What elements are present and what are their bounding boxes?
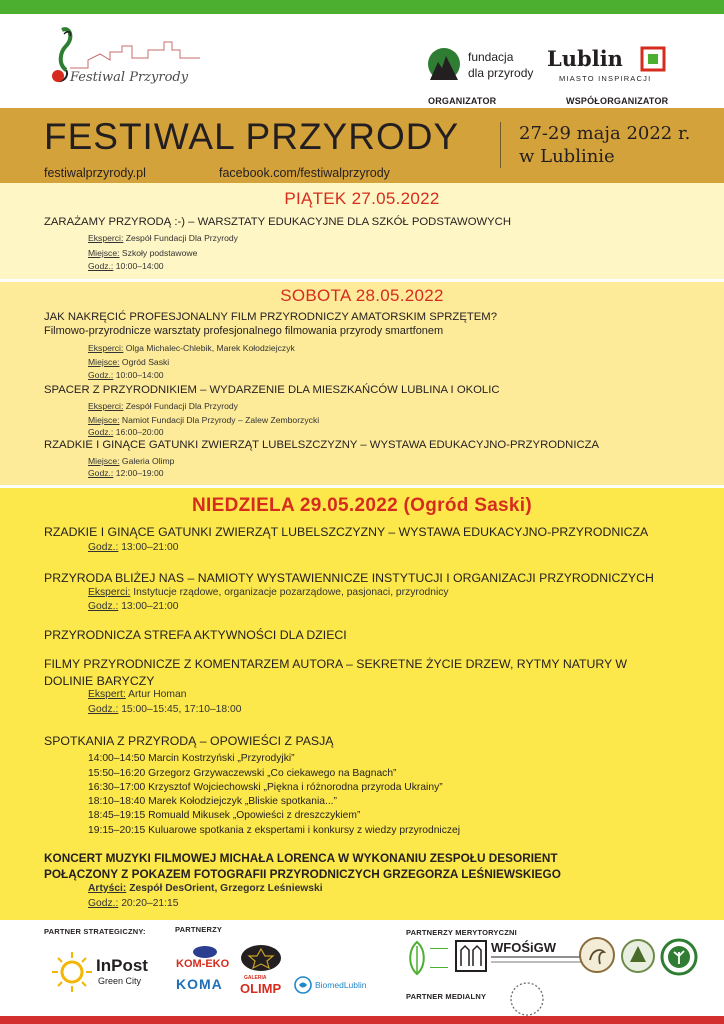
event-title: FILMY PRZYRODNICZE Z KOMENTARZEM AUTORA – SEKRETNE ŻYCIE DRZEW, RYTMY NATURY W (44, 657, 628, 671)
event-title: SPACER Z PRZYRODNIKIEM – WYDARZENIE DLA MIESZKAŃCÓW LUBLINA I OKOLIC (44, 384, 500, 396)
bottom-red-bar (0, 1016, 724, 1024)
day-section-friday (0, 183, 724, 279)
day-title: SOBOTA 28.05.2022 (280, 286, 444, 305)
organizer-name-line1: fundacja (468, 50, 514, 64)
lublin-wordmark: Lublin (547, 46, 623, 71)
tree-seal-icon (660, 938, 698, 976)
biomed-logo (294, 976, 374, 996)
organizer-logo (424, 46, 544, 90)
organizer-name-line2: dla przyrody (468, 66, 534, 80)
event-detail: Godz.: 10:00–14:00 (88, 261, 164, 271)
event-detail: Godz.: 16:00–20:00 (88, 427, 164, 437)
festival-logo (40, 24, 215, 92)
festival-logo-text: Festiwal Przyrody (70, 70, 189, 85)
coorganizer-role-label: WSPÓŁORGANIZATOR (566, 96, 669, 106)
biomed-icon (294, 976, 312, 994)
inpost-logo (50, 948, 160, 996)
lublin-tagline: MIASTO INSPIRACJI (559, 74, 652, 83)
event-detail: Godz.: 10:00–14:00 (88, 370, 164, 380)
event-detail: Godz.: 12:00–19:00 (88, 468, 164, 478)
event-title: PRZYRODNICZA STREFA AKTYWNOŚCI DLA DZIECI (44, 628, 347, 642)
event-title: JAK NAKRĘCIĆ PROFESJONALNY FILM PRZYRODNICZY AMATORSKIM SPRZĘTEM? (44, 311, 497, 323)
biomed-name: BiomedLublin (315, 980, 367, 990)
koma-name: KOMA (176, 976, 223, 992)
day-title: NIEDZIELA 29.05.2022 (Ogród Saski) (192, 495, 532, 516)
event-detail: Miejsce: Galeria Olimp (88, 456, 175, 466)
leaf-partner-text (430, 948, 448, 968)
event-title-line2: DOLINIE BARYCZY (44, 674, 155, 688)
event-detail: Miejsce: Ogród Saski (88, 357, 170, 367)
olimp-name: OLIMP (240, 981, 282, 996)
coorganizer-logo (545, 44, 680, 90)
media-partner-label: PARTNER MEDIALNY (406, 992, 487, 1001)
partners-label: PARTNERZY (175, 925, 223, 934)
event-detail: Eksperci: Instytucje rządowe, organizacje pozarządowe, pasjonaci, przyrodnicy (88, 587, 449, 598)
komeko-name: KOM-EKO (176, 958, 230, 970)
inpost-name: InPost (96, 956, 148, 975)
wfosigw-logo (455, 940, 595, 976)
bird-seal-icon (578, 936, 616, 974)
event-title: PRZYRODA BLIŻEJ NAS – NAMIOTY WYSTAWIENNICZE INSTYTUCJI I ORGANIZACJI PRZYRODNICZYCH (44, 571, 654, 585)
date-line-2: w Lublinie (519, 146, 615, 167)
festival-date (519, 122, 690, 168)
festival-banner (0, 108, 724, 183)
forest-partner-logo (620, 938, 656, 974)
media-partner-logo (506, 980, 548, 1018)
event-detail: Miejsce: Namiot Fundacji Dla Przyrody – Zalew Zemborzycki (88, 415, 320, 425)
event-detail: Eksperci: Zespół Fundacji Dla Przyrody (88, 233, 238, 243)
banner-divider (500, 122, 501, 168)
program-item: 18:45–19:15 Romuald Mikusek „Opowieści z dreszczykiem” (88, 810, 361, 821)
facebook-link[interactable]: facebook.com/festiwalprzyrody (219, 166, 390, 180)
strategic-partner-label: PARTNER STRATEGICZNY: (44, 927, 146, 936)
wfosigw-name: WFOŚiGW (491, 940, 556, 955)
leaf-icon (406, 940, 428, 976)
inpost-subtitle: Green City (98, 976, 142, 986)
event-title: SPOTKANIA Z PRZYRODĄ – OPOWIEŚCI Z PASJĄ (44, 734, 334, 748)
program-item: 19:15–20:15 Kuluarowe spotkania z ekspertami i konkursy z wiedzy przyrodniczej (88, 825, 461, 836)
galeria-olimp-logo (240, 975, 290, 999)
day-section-saturday (0, 279, 724, 485)
event-detail: Eksperci: Zespół Fundacji Dla Przyrody (88, 401, 238, 411)
event-title: RZADKIE I GINĄCE GATUNKI ZWIERZĄT LUBELSZCZYZNY – WYSTAWA EDUKACYJNO-PRZYRODNICZA (44, 439, 600, 451)
event-title: RZADKIE I GINĄCE GATUNKI ZWIERZĄT LUBELSZCZYZNY – WYSTAWA EDUKACYJNO-PRZYRODNICZA (44, 525, 649, 539)
event-detail: Godz.: 13:00–21:00 (88, 542, 179, 553)
program-item: 16:30–17:00 Krzysztof Wojciechowski „Piękna i różnorodna przyroda Ukrainy” (88, 782, 443, 793)
green-partner-logo (660, 938, 700, 976)
fundacja-wolf-icon (424, 46, 464, 88)
day-section-sunday (0, 485, 724, 920)
event-detail: Eksperci: Olga Michalec-Chlebik, Marek Kołodziejczyk (88, 343, 295, 353)
page-title: FESTIWAL PRZYRODY (44, 116, 460, 157)
event-detail: Godz.: 15:00–15:45, 17:10–18:00 (88, 704, 242, 715)
media-seal-icon (506, 980, 548, 1018)
gc-badge-icon (240, 944, 282, 972)
event-title: ZARAŻAMY PRZYRODĄ :-) – WARSZTATY EDUKACYJNE DLA SZKÓŁ PODSTAWOWYCH (44, 216, 511, 228)
lublin-emblem-icon (640, 46, 666, 72)
leaf-partner-logo (406, 940, 450, 980)
event-detail: Godz.: 20:20–21:15 (88, 898, 179, 909)
program-item: 15:50–16:20 Grzegorz Grzywaczewski „Co ciekawego na Bagnach” (88, 768, 397, 779)
rhino-icon (192, 944, 218, 958)
merit-partners-label: PARTNERZY MERYTORYCZNI (406, 928, 517, 937)
event-detail: Ekspert: Artur Homan (88, 689, 187, 700)
program-item: 18:10–18:40 Marek Kołodziejczyk „Bliskie spotkania...” (88, 796, 337, 807)
date-line-1: 27-29 maja 2022 r. (519, 123, 691, 144)
day-title: PIĄTEK 27.05.2022 (284, 189, 440, 208)
sun-icon (50, 950, 94, 994)
gc-badge-logo (240, 944, 282, 972)
komeko-logo (176, 944, 234, 972)
top-green-bar (0, 0, 724, 14)
olimp-top: GALERIA (244, 975, 267, 981)
organizer-role-label: ORGANIZATOR (428, 96, 497, 106)
event-title-line2: POŁĄCZONY Z POKAZEM FOTOGRAFII PRZYRODNICZYCH GRZEGORZA LEŚNIEWSKIEGO (44, 867, 561, 881)
event-detail: Miejsce: Szkoły podstawowe (88, 248, 198, 258)
event-detail: Artyści: Zespół DesOrient, Grzegorz Leśniewski (88, 883, 323, 894)
event-subtitle: Filmowo-przyrodnicze warsztaty profesjonalnego filmowania przyrody smartfonem (44, 325, 444, 337)
event-detail: Godz.: 13:00–21:00 (88, 601, 179, 612)
park-partner-logo (578, 936, 616, 974)
program-item: 14:00–14:50 Marcin Kostrzyński „Przyrodyjki” (88, 753, 295, 764)
koma-logo (176, 976, 234, 996)
wfosigw-emblem-icon (455, 940, 487, 972)
forest-seal-icon (620, 938, 656, 974)
website-link[interactable]: festiwalprzyrody.pl (44, 166, 146, 180)
event-title: KONCERT MUZYKI FILMOWEJ MICHAŁA LORENCA W WYKONANIU ZESPOŁU DESORIENT (44, 851, 558, 865)
